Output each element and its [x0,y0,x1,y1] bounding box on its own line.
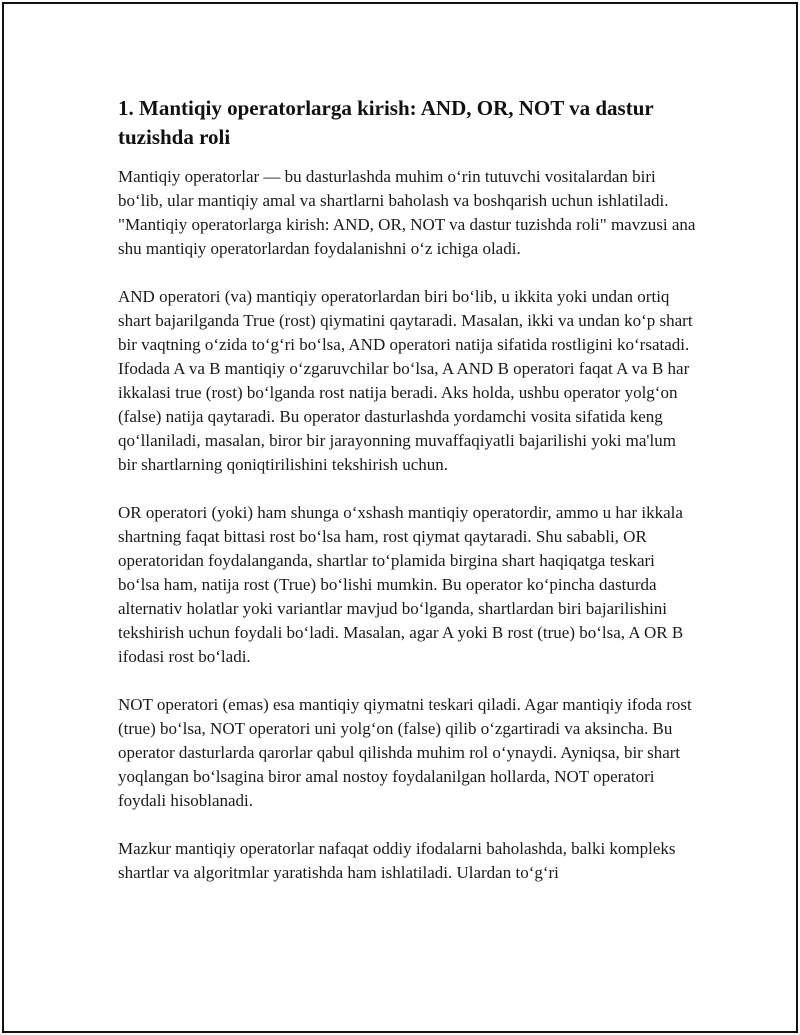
paragraph-summary: Mazkur mantiqiy operatorlar nafaqat oddiy ifodalarni baholashda, balki kompleks shartlar va algoritmlar yaratishda ham ishlatiladi. Ulardan toʻgʻri [118,839,676,882]
paragraph-and-operator: AND operatori (va) mantiqiy operatorlardan biri boʻlib, u ikkita yoki undan ortiq shart bajarilganda True (rost) qiymatini qaytaradi. Masalan, ikki va undan koʻp shart bir vaqtning oʻzida toʻgʻri boʻlsa, AND operatori natija sifatida rostligini koʻrsatadi. Ifodada A va B mantiqiy oʻzgaruvchilar boʻlsa, A AND B operatori faqat A va B har ikkalasi true (rost) boʻlganda rost natija beradi. Aks holda, ushbu operator yolgʻon (false) natija qaytaradi. Bu operator dasturlashda yordamchi vosita sifatida keng qoʻllaniladi, masalan, biror bir jarayonning muvaffaqiyatli bajarilishi yoki ma'lum bir shartlarning qoniqtirilishini tekshirish uchun. [118,287,693,474]
paragraph-intro: Mantiqiy operatorlar — bu dasturlashda muhim oʻrin tutuvchi vositalardan biri boʻlib, ular mantiqiy amal va shartlarni baholash va boshqarish uchun ishlatiladi. "Mantiqiy operatorlarga kirish: AND, OR, NOT va dastur tuzishda roli" mavzusi ana shu mantiqiy operatorlardan foydalanishni oʻz ichiga oladi. [118,167,696,258]
section-heading: 1. Mantiqiy operatorlarga kirish: AND, OR, NOT va dastur tuzishda roli [118,96,654,149]
paragraph-or-operator: OR operatori (yoki) ham shunga oʻxshash mantiqiy operatordir, ammo u har ikkala shartning faqat bittasi rost boʻlsa ham, rost qiymat qaytaradi. Shu sababli, OR operatoridan foydalanganda, shartlar toʻplamida birgina shart haqiqatga teskari boʻlsa ham, natija rost (True) boʻlishi mumkin. Bu operator koʻpincha dasturda alternativ holatlar yoki variantlar mavjud boʻlganda, shartlardan biri bajarilishini tekshirish uchun foydali boʻladi. Masalan, agar A yoki B rost (true) boʻlsa, A OR B ifodasi rost boʻladi. [118,503,684,666]
paragraph-not-operator: NOT operatori (emas) esa mantiqiy qiymatni teskari qiladi. Agar mantiqiy ifoda rost (true) boʻlsa, NOT operatori uni yolgʻon (false) qilib oʻzgartiradi va aksincha. Bu operator dasturlarda qarorlar qabul qilishda muhim rol oʻynaydi. Ayniqsa, bir shart yoqlangan boʻlsagina biror amal nostoy foydalanilgan hollarda, NOT operatori foydali hisoblanadi. [118,695,692,810]
document-body [118,94,698,909]
